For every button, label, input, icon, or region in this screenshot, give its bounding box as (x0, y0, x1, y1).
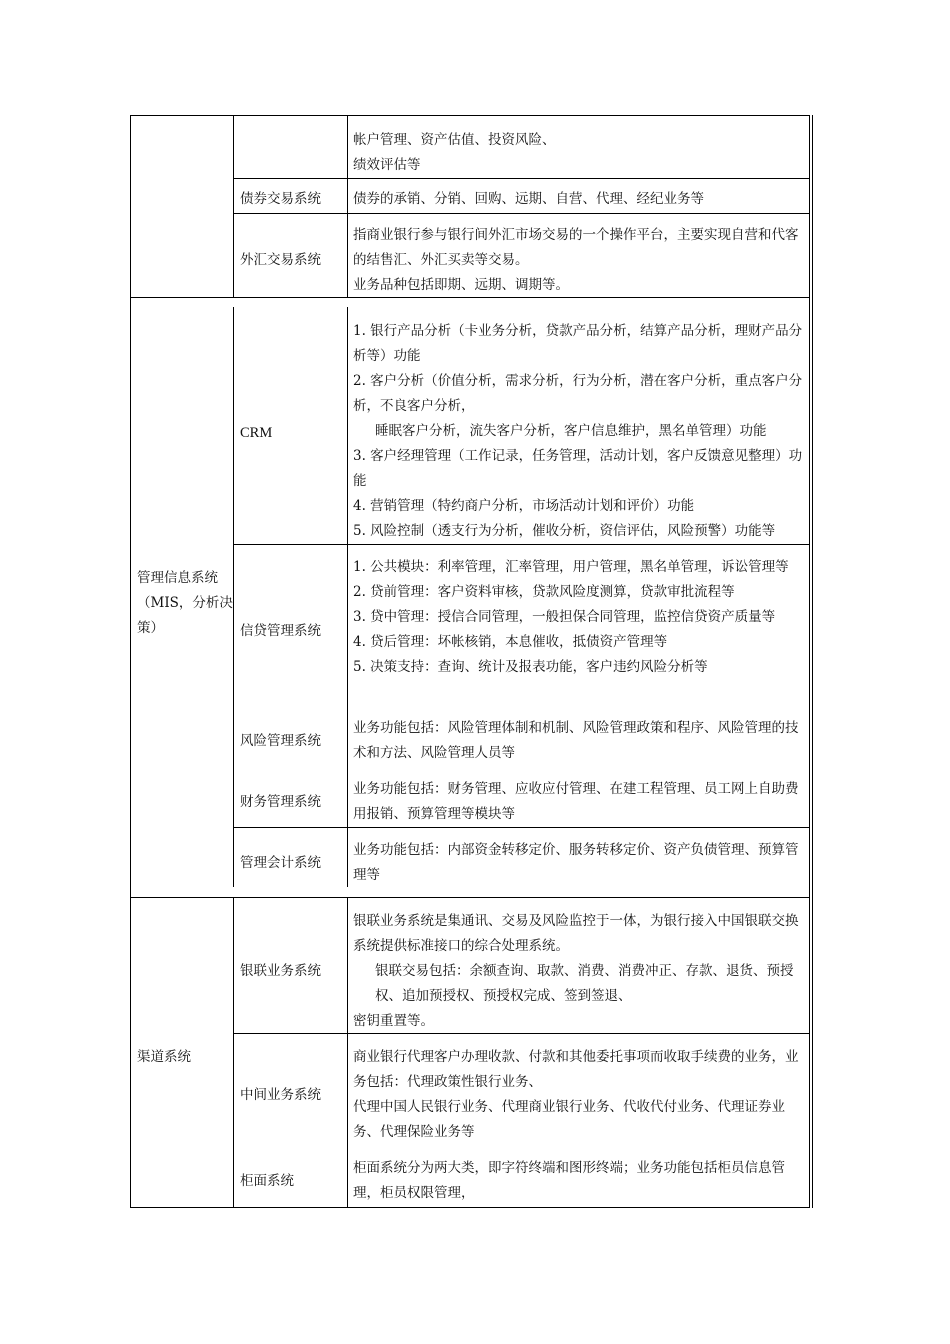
description-line: 代理中国人民银行业务、代理商业银行业务、代收代付业务、代理证券业务、代理保险业务等 (353, 1099, 785, 1140)
description-line: 商业银行代理客户办理收款、付款和其他委托事项而收取手续费的业务，业务包括：代理政策性银行业务、 (353, 1049, 799, 1090)
column-divider (347, 307, 348, 887)
description-line: 3. 贷中管理：授信合同管理，一般担保合同管理，监控信贷资产质量等 (353, 609, 776, 625)
description-unionpay (353, 909, 809, 1034)
column-divider (347, 897, 348, 1208)
column-divider (233, 307, 234, 887)
system-name-risk-management: 风险管理系统 (240, 733, 321, 749)
description-line: 1. 银行产品分析（卡业务分析，贷款产品分析，结算产品分析，理财产品分析等）功能 (353, 323, 803, 364)
description-line: 5. 风险控制（透支行为分析，催收分析，资信评估，风险预警）功能等 (353, 523, 776, 539)
row-divider (233, 827, 810, 828)
row-divider (233, 178, 810, 179)
description-risk-management (353, 716, 809, 766)
description-line: 睡眠客户分析，流失客户分析，客户信息维护，黑名单管理）功能 (375, 423, 767, 439)
description-line: 5. 决策支持：查询、统计及报表功能，客户违约风险分析等 (353, 659, 708, 675)
description-line: 业务品种包括即期、远期、调期等。 (353, 277, 569, 293)
description-management-accounting (353, 838, 809, 888)
description-line: 指商业银行参与银行间外汇市场交易的一个操作平台，主要实现自营和代客的结售汇、外汇买卖等交易。 (353, 227, 799, 268)
category-channel: 渠道系统 (137, 1049, 191, 1065)
description-line: 帐户管理、资产估值、投资风险、 (353, 132, 556, 148)
system-name-finance-management: 财务管理系统 (240, 794, 321, 810)
description-intermediary-business (353, 1045, 809, 1145)
table-right-border-outer (812, 115, 813, 1208)
system-name-counter: 柜面系统 (240, 1173, 294, 1189)
description-line: 业务功能包括：财务管理、应收应付管理、在建工程管理、员工网上自助费用报销、预算管理等模块等 (353, 781, 799, 822)
description-line: 债券的承销、分销、回购、远期、自营、代理、经纪业务等 (353, 191, 704, 207)
system-name-fx-trading: 外汇交易系统 (240, 252, 321, 268)
table-left-border (130, 115, 131, 1208)
description-crm (353, 319, 809, 544)
system-name-bond-trading: 债券交易系统 (240, 191, 321, 207)
description-line: 银联业务系统是集通讯、交易及风险监控于一体，为银行接入中国银联交换系统提供标准接口的综合处理系统。 (353, 913, 799, 954)
description-investment (353, 128, 809, 178)
column-divider (233, 115, 234, 298)
table-top-border (130, 115, 810, 116)
description-line: 柜面系统分为两大类，即字符终端和图形终端；业务功能包括柜员信息管理，柜员权限管理， (353, 1160, 785, 1201)
table-right-border (809, 115, 810, 1208)
system-name-unionpay: 银联业务系统 (240, 963, 321, 979)
description-line: 3. 客户经理管理（工作记录，任务管理，活动计划，客户反馈意见整理）功能 (353, 448, 803, 489)
system-name-credit-management: 信贷管理系统 (240, 623, 321, 639)
description-line: 1. 公共模块：利率管理，汇率管理，用户管理，黑名单管理，诉讼管理等 (353, 559, 789, 575)
description-bond-trading (353, 187, 809, 212)
system-name-management-accounting: 管理会计系统 (240, 855, 321, 871)
category-mis: 管理信息系统（MIS，分析决策） (137, 570, 233, 636)
description-credit-management (353, 555, 809, 680)
row-divider (233, 213, 810, 214)
description-line: 4. 贷后管理：坏帐核销，本息催收，抵债资产管理等 (353, 634, 668, 650)
description-line: 2. 贷前管理：客户资料审核，贷款风险度测算，贷款审批流程等 (353, 584, 735, 600)
table-bottom-border (130, 1207, 810, 1208)
description-fx-trading (353, 223, 809, 298)
column-divider (233, 897, 234, 1208)
description-line: 业务功能包括：风险管理体制和机制、风险管理政策和程序、风险管理的技术和方法、风险管理人员等 (353, 720, 799, 761)
description-line: 绩效评估等 (353, 157, 421, 173)
system-name-crm: CRM (240, 425, 273, 441)
description-finance-management (353, 777, 809, 827)
section-divider (130, 897, 810, 898)
description-line: 密钥重置等。 (353, 1013, 434, 1029)
description-line: 银联交易包括：余额查询、取款、消费、消费冲正、存款、退货、预授权、追加预授权、预授权完成、签到签退、 (375, 963, 794, 1004)
row-divider (233, 544, 810, 545)
system-name-intermediary-business: 中间业务系统 (240, 1087, 321, 1103)
description-line: 2. 客户分析（价值分析，需求分析，行为分析，潜在客户分析，重点客户分析，不良客户分析， (353, 373, 803, 414)
column-divider (347, 115, 348, 298)
description-line: 业务功能包括：内部资金转移定价、服务转移定价、资产负债管理、预算管理等 (353, 842, 799, 883)
description-line: 4. 营销管理（特约商户分析，市场活动计划和评价）功能 (353, 498, 695, 514)
description-counter (353, 1156, 809, 1206)
